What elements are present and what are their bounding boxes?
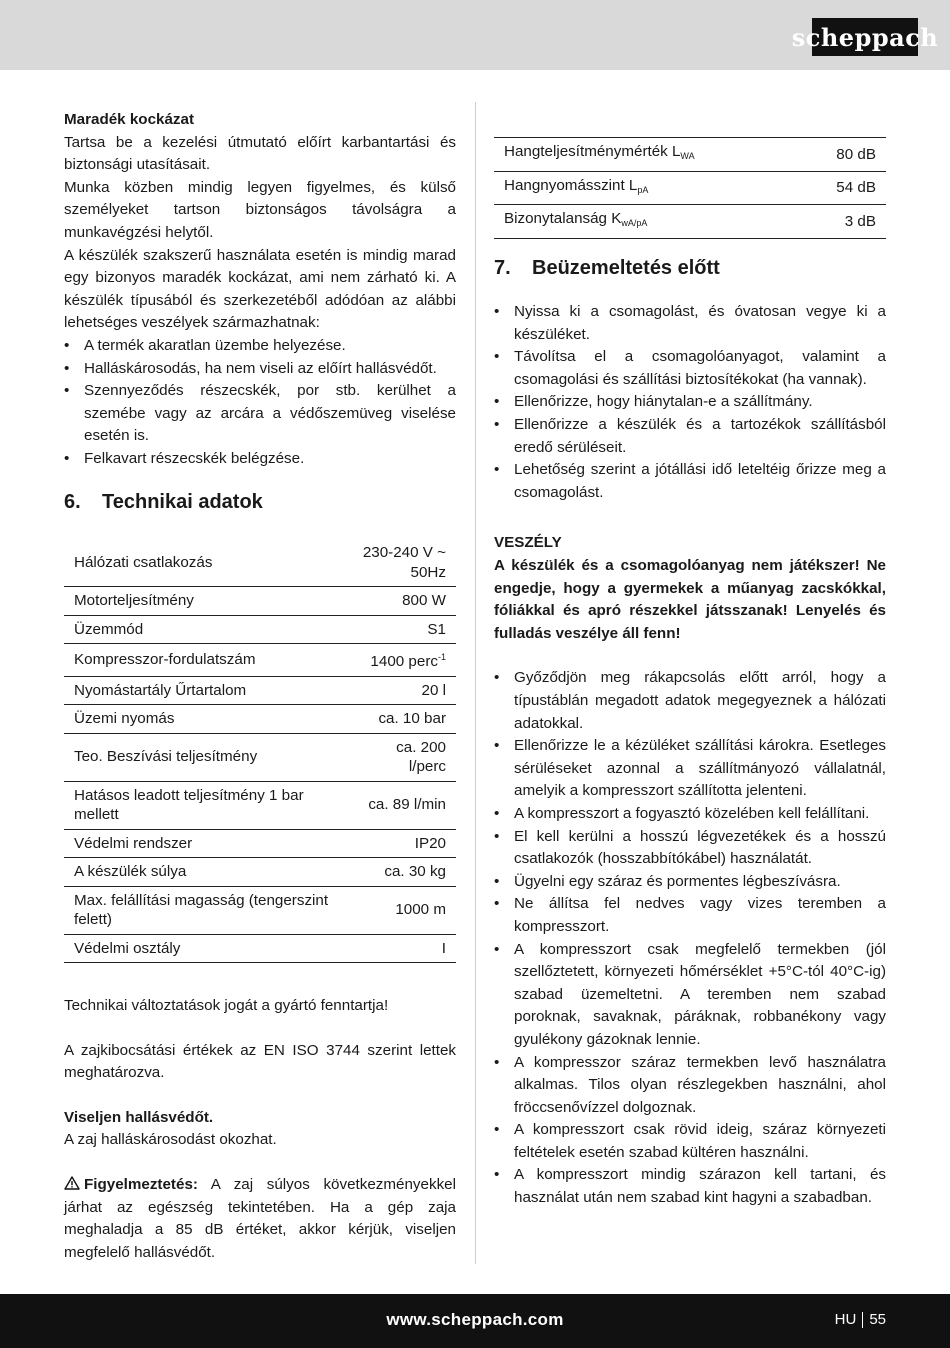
- hearing-protection-title: Viseljen hallásvédőt.: [64, 1108, 214, 1126]
- list-item: • Ne állítsa fel nedves vagy vizes teremben a kompresszort.: [494, 893, 886, 938]
- page-indicator: [835, 1311, 886, 1328]
- spec-value: ca. 200 l/perc: [346, 733, 456, 781]
- spec-value: 1400 perc: [370, 653, 438, 671]
- spec-label: Védelmi osztály: [64, 934, 346, 963]
- noise-warning: [64, 1174, 456, 1264]
- warning-text: A zaj súlyos következményekkel járhat az egészség tekintetében. Ha a gép zaja meghaladja a 85 dB értéket, akkor kérjük, viseljen megfelelő hallásvédőt.: [64, 1176, 456, 1261]
- language-code: HU: [834, 1311, 857, 1328]
- spec-value-exponent: -1: [437, 652, 446, 663]
- spec-label: Kompresszor-fordulatszám: [64, 644, 346, 677]
- brand-logo[interactable]: scheppach: [812, 18, 918, 56]
- specs-table: [64, 539, 456, 963]
- spec-label: Motorteljesítmény: [64, 587, 346, 616]
- table-row: [64, 587, 456, 616]
- noise-value: 54 dB: [799, 171, 886, 205]
- spec-value: 20 l: [346, 676, 456, 705]
- left-column: [64, 109, 456, 1264]
- spec-value: ca. 30 kg: [346, 858, 456, 887]
- table-row: [64, 829, 456, 858]
- section-title: Beüzemeltetés előtt: [532, 256, 720, 279]
- website-link[interactable]: www.scheppach.com: [386, 1310, 564, 1329]
- residual-risk-p2: Munka közben mindig legyen figyelmes, és külső személyeket tartson biztonságos távolságra a munkavégzési helytől.: [64, 178, 456, 241]
- table-row: [64, 886, 456, 934]
- table-row: [64, 644, 456, 677]
- spec-value: ca. 89 l/min: [346, 781, 456, 829]
- spec-label: A készülék súlya: [64, 858, 346, 887]
- noise-label-cell: [494, 171, 799, 205]
- list-item: • Ellenőrizze, hogy hiánytalan-e a szállítmány.: [494, 391, 886, 414]
- noise-standard-note: A zajkibocsátási értékek az EN ISO 3744 szerint lettek meghatározva.: [64, 1041, 456, 1082]
- residual-risk-p3: A készülék szakszerű használata esetén is mindig marad egy bizonyos maradék kockázat, ami nem zárható ki. A készülék típusából és szerkezetéből adódóan az alábbi lehetséges veszélyek származhatnak:: [64, 246, 456, 332]
- list-item: • A kompresszort mindig szárazon kell tartani, és használat után nem szabad kint hagyni a szabadban.: [494, 1164, 886, 1209]
- table-row: [64, 539, 456, 587]
- danger-title: VESZÉLY: [494, 534, 562, 552]
- spec-value: 230-240 V ~ 50Hz: [346, 539, 456, 587]
- table-row: [64, 781, 456, 829]
- list-item: • Ügyelni egy száraz és pormentes légbeszívásra.: [494, 871, 886, 894]
- list-item: • Távolítsa el a csomagolóanyagot, valamint a csomagolási és szállítási biztosítékokat (ha vannak).: [494, 346, 886, 391]
- spec-label: Hatásos leadott teljesítmény 1 bar mellett: [64, 781, 346, 829]
- list-item: • Győződjön meg rákapcsolás előtt arról, hogy a típustáblán megadott adatok megegyeznek a hálózati adatokkal.: [494, 667, 886, 735]
- noise-values-table: [494, 137, 886, 239]
- residual-risk-title: Maradék kockázat: [64, 111, 195, 128]
- spec-value-cell: [346, 644, 456, 677]
- spec-label: Nyomástartály Űrtartalom: [64, 676, 346, 705]
- residual-risk-list: [64, 335, 456, 471]
- spec-value: ca. 10 bar: [346, 705, 456, 734]
- spec-value: 800 W: [346, 587, 456, 616]
- noise-value: 3 dB: [799, 205, 886, 239]
- unpacking-list: [494, 301, 886, 504]
- column-divider: [475, 102, 476, 1264]
- hearing-protection-text: A zaj halláskárosodást okozhat.: [64, 1131, 277, 1149]
- page-number: 55: [869, 1311, 886, 1328]
- table-row: [64, 705, 456, 734]
- noise-label-subscript: WA: [680, 151, 695, 161]
- section-6-heading: [64, 491, 456, 514]
- table-row: [64, 615, 456, 644]
- noise-label: Hangteljesítménymérték L: [504, 143, 681, 160]
- list-item: • A kompresszort csak megfelelő termekben (jól szellőztetett, környezeti hőmérséklet +5°C-tól 40°C-ig) szabad üzemeltetni. A teremben nem szabad poroknak, savaknak, páráknak, robbanékony vagy gyulékony gázoknak lennie.: [494, 939, 886, 1052]
- section-7-heading: [494, 257, 886, 280]
- danger-text: A készülék és a csomagolóanyag nem játékszer! Ne engedje, hogy a gyermekek a műanyag zacskókkal, fóliákkal és apró részekkel játsszanak! Lenyelés és fulladás veszélye áll fenn!: [494, 557, 886, 642]
- table-row: [64, 733, 456, 781]
- table-row: [64, 858, 456, 887]
- spec-value: S1: [346, 615, 456, 644]
- section-number: 6.: [64, 490, 81, 513]
- noise-label: Hangnyomásszint L: [504, 176, 638, 194]
- footer-bar: [0, 1294, 950, 1348]
- table-row: [64, 676, 456, 705]
- residual-risk-p1: Tartsa be a kezelési útmutató előírt karbantartási és biztonsági utasításait.: [64, 133, 456, 174]
- section-number: 7.: [494, 256, 511, 279]
- list-item: • Ellenőrizze le a kézüléket szállítási károkra. Esetleges sérüléseket azonnal a szállítmányozó vállalatnál, amelyik a kompresszort szállította jelenteni.: [494, 735, 886, 803]
- table-row: [64, 934, 456, 963]
- noise-label: Bizonytalanság K: [504, 210, 622, 227]
- table-row: [494, 171, 886, 205]
- list-item: • A kompresszor száraz termekben levő használatra alkalmas. Tilos olyan részlegekben használni, ahol fröccsenővízzel dolgoznak.: [494, 1052, 886, 1120]
- spec-label: Max. felállítási magasság (tengerszint felett): [64, 886, 346, 934]
- list-item: • Nyissa ki a csomagolást, és óvatosan vegye ki a készüléket.: [494, 301, 886, 346]
- spec-value: IP20: [346, 829, 456, 858]
- right-column: [494, 109, 886, 1210]
- list-item: • A kompresszort csak rövid ideig, száraz környezeti feltételek esetén szabad kültéren használni.: [494, 1119, 886, 1164]
- noise-label-cell: [494, 138, 799, 172]
- warning-triangle-icon: [64, 1176, 80, 1190]
- spec-label: Védelmi rendszer: [64, 829, 346, 858]
- noise-label-subscript: wA/pA: [621, 218, 648, 228]
- noise-label-cell: [494, 205, 799, 239]
- warning-label: Figyelmeztetés:: [84, 1176, 198, 1194]
- list-item: • Szennyeződés részecskék, por stb. kerülhet a szemébe vagy az arcára a védőszemüveg viselése esetén is.: [64, 380, 456, 448]
- list-item: • El kell kerülni a hosszú légvezetékek és a hosszú csatlakozók (hosszabbítókábel) használatát.: [494, 826, 886, 871]
- spec-label: Üzemmód: [64, 615, 346, 644]
- list-item: • Lehetőség szerint a jótállási idő leteltéig őrizze meg a csomagolást.: [494, 459, 886, 504]
- list-item: • Halláskárosodás, ha nem viseli az előírt hallásvédőt.: [64, 358, 456, 381]
- section-title: Technikai adatok: [102, 490, 263, 513]
- list-item: • Felkavart részecskék belégzése.: [64, 448, 456, 471]
- noise-value: 80 dB: [799, 138, 886, 172]
- spec-label: Üzemi nyomás: [64, 705, 346, 734]
- spec-label: Hálózati csatlakozás: [64, 539, 346, 587]
- page-separator: [862, 1312, 863, 1328]
- list-item: • A kompresszort a fogyasztó közelében kell felállítani.: [494, 803, 886, 826]
- tech-changes-note: Technikai változtatások jogát a gyártó fenntartja!: [64, 997, 389, 1015]
- noise-label-subscript: pA: [637, 184, 649, 195]
- spec-value: 1000 m: [346, 886, 456, 934]
- list-item: • Ellenőrizze a készülék és a tartozékok szállításból eredő sérüléseit.: [494, 414, 886, 459]
- header-bar: [0, 0, 950, 70]
- table-row: [494, 138, 886, 172]
- list-item: • A termék akaratlan üzembe helyezése.: [64, 335, 456, 358]
- table-row: [494, 205, 886, 239]
- setup-list: [494, 667, 886, 1209]
- spec-label: Teo. Beszívási teljesítmény: [64, 733, 346, 781]
- spec-value: I: [346, 934, 456, 963]
